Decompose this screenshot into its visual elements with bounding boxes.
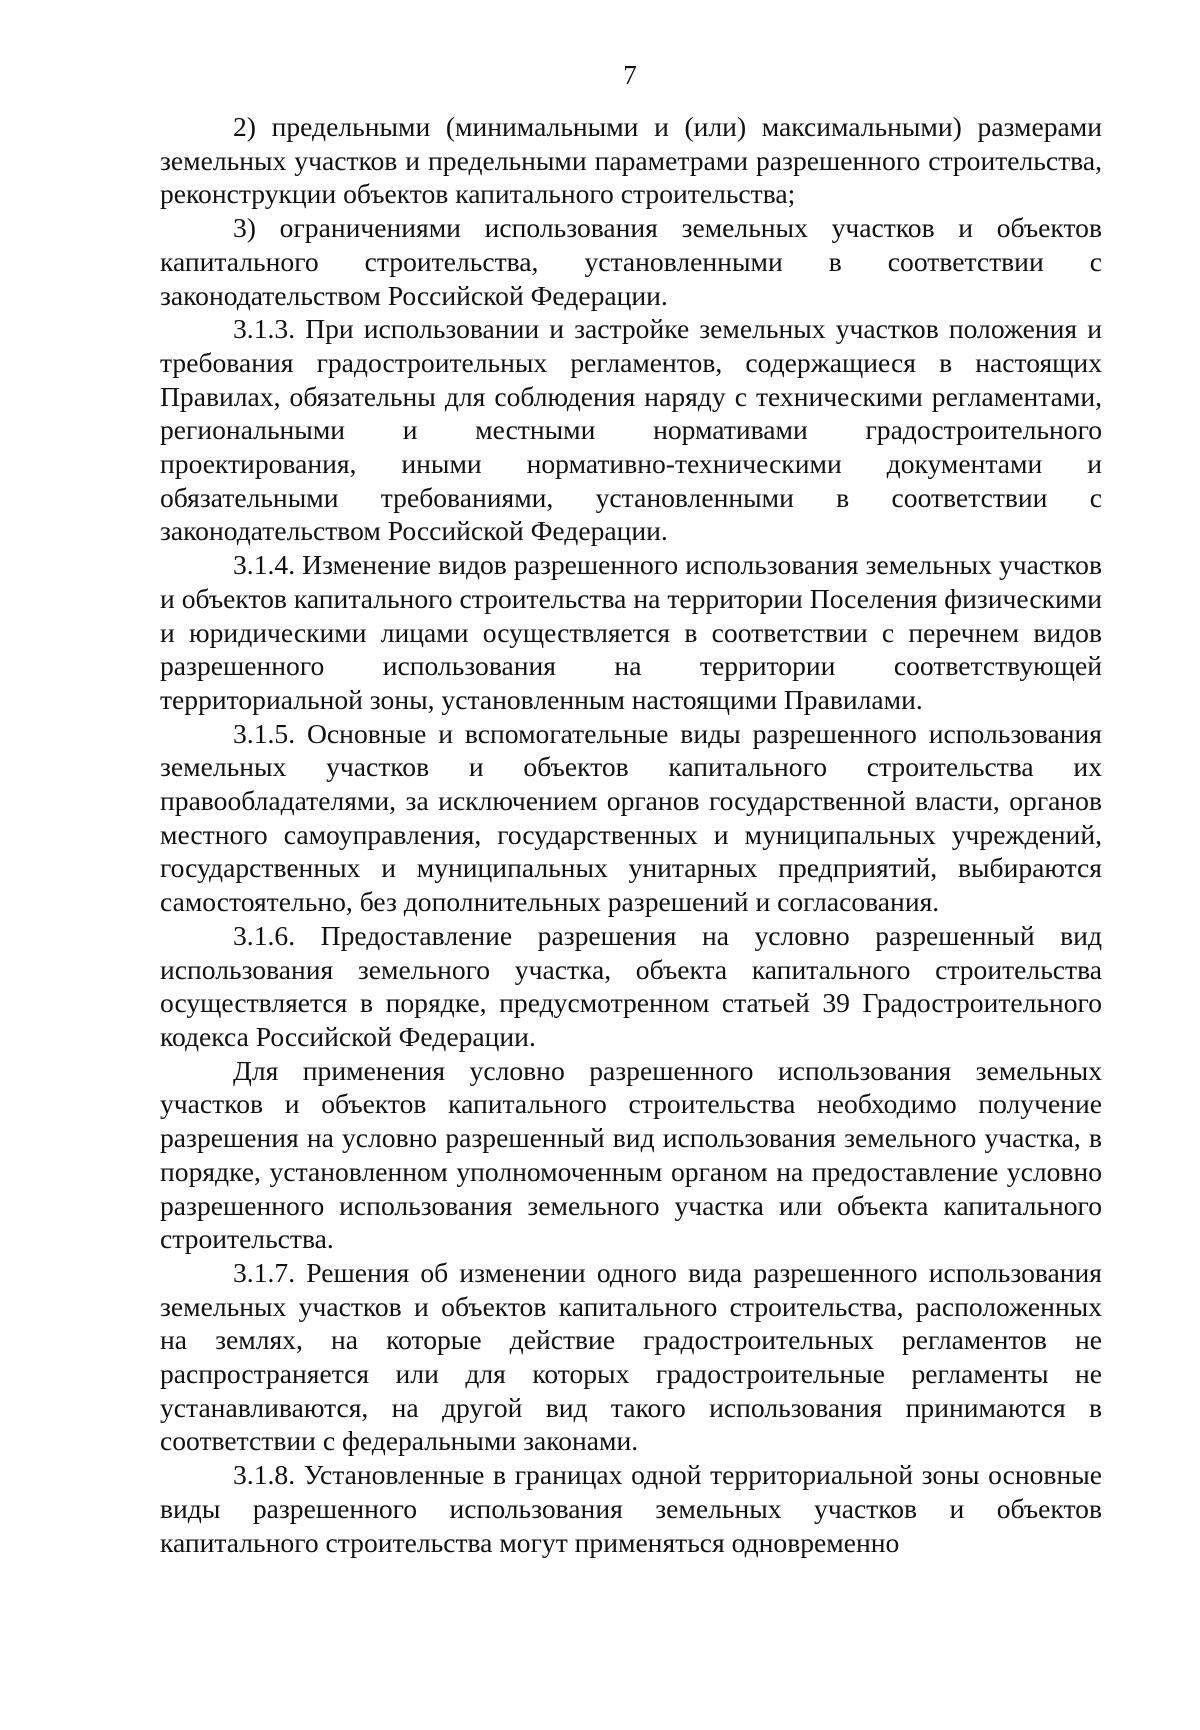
paragraph-item-3: 3) ограничениями использования земельных участков и объектов капитального строительства, установленными в соответствии с законодательством Российской Федерации.	[160, 212, 1102, 311]
page-number: 7	[623, 60, 637, 90]
paragraph-3-1-4: 3.1.4. Изменение видов разрешенного использования земельных участков и объектов капитального строительства на территории Поселения физическими и юридическими лицами осуществляется в соответствии с перечнем видов разрешенного использования на территории соответствующей территориальной зоны, установленным настоящими Правилами.	[160, 549, 1102, 715]
paragraph-3-1-5: 3.1.5. Основные и вспомогательные виды разрешенного использования земельных участков и объектов капитального строительства их правообладателями, за исключением органов государственной власти, органов местного самоуправления, государственных и муниципальных учреждений, государственных и муниципальных унитарных предприятий, выбираются самостоятельно, без дополнительных разрешений и согласования.	[160, 717, 1102, 918]
paragraph-3-1-8: 3.1.8. Установленные в границах одной территориальной зоны основные виды разрешенного использования земельных участков и объектов капитального строительства могут применяться одновременно	[160, 1459, 1102, 1558]
paragraph-3-1-6: 3.1.6. Предоставление разрешения на условно разрешенный вид использования земельного участка, объекта капитального строительства осуществляется в порядке, предусмотренном статьей 39 Градостроительного кодекса Российской Федерации.	[160, 919, 1102, 1052]
paragraph-conditional-use: Для применения условно разрешенного использования земельных участков и объектов капитального строительства необходимо получение разрешения на условно разрешенный вид использования земельного участка, в порядке, установленном уполномоченным органом на предоставление условно разрешенного использования земельного участка или объекта капитального строительства.	[160, 1054, 1102, 1255]
paragraph-3-1-7: 3.1.7. Решения об изменении одного вида разрешенного использования земельных участков и объектов капитального строительства, расположенных на землях, на которые действие градостроительных регламентов не распространяется или для которых градостроительные регламенты не устанавливаются, на другой вид такого использования принимаются в соответствии с федеральными законами.	[160, 1256, 1102, 1457]
document-body	[160, 110, 1102, 1559]
paragraph-item-2: 2) предельными (минимальными и (или) максимальными) размерами земельных участков и предельными параметрами разрешенного строительства, реконструкции объектов капитального строительства;	[160, 111, 1102, 210]
paragraph-3-1-3: 3.1.3. При использовании и застройке земельных участков положения и требования градостроительных регламентов, содержащиеся в настоящих Правилах, обязательны для соблюдения наряду с техническими регламентами, региональными и местными нормативами градостроительного проектирования, иными нормативно-техническими документами и обязательными требованиями, установленными в соответствии с законодательством Российской Федерации.	[160, 313, 1102, 547]
